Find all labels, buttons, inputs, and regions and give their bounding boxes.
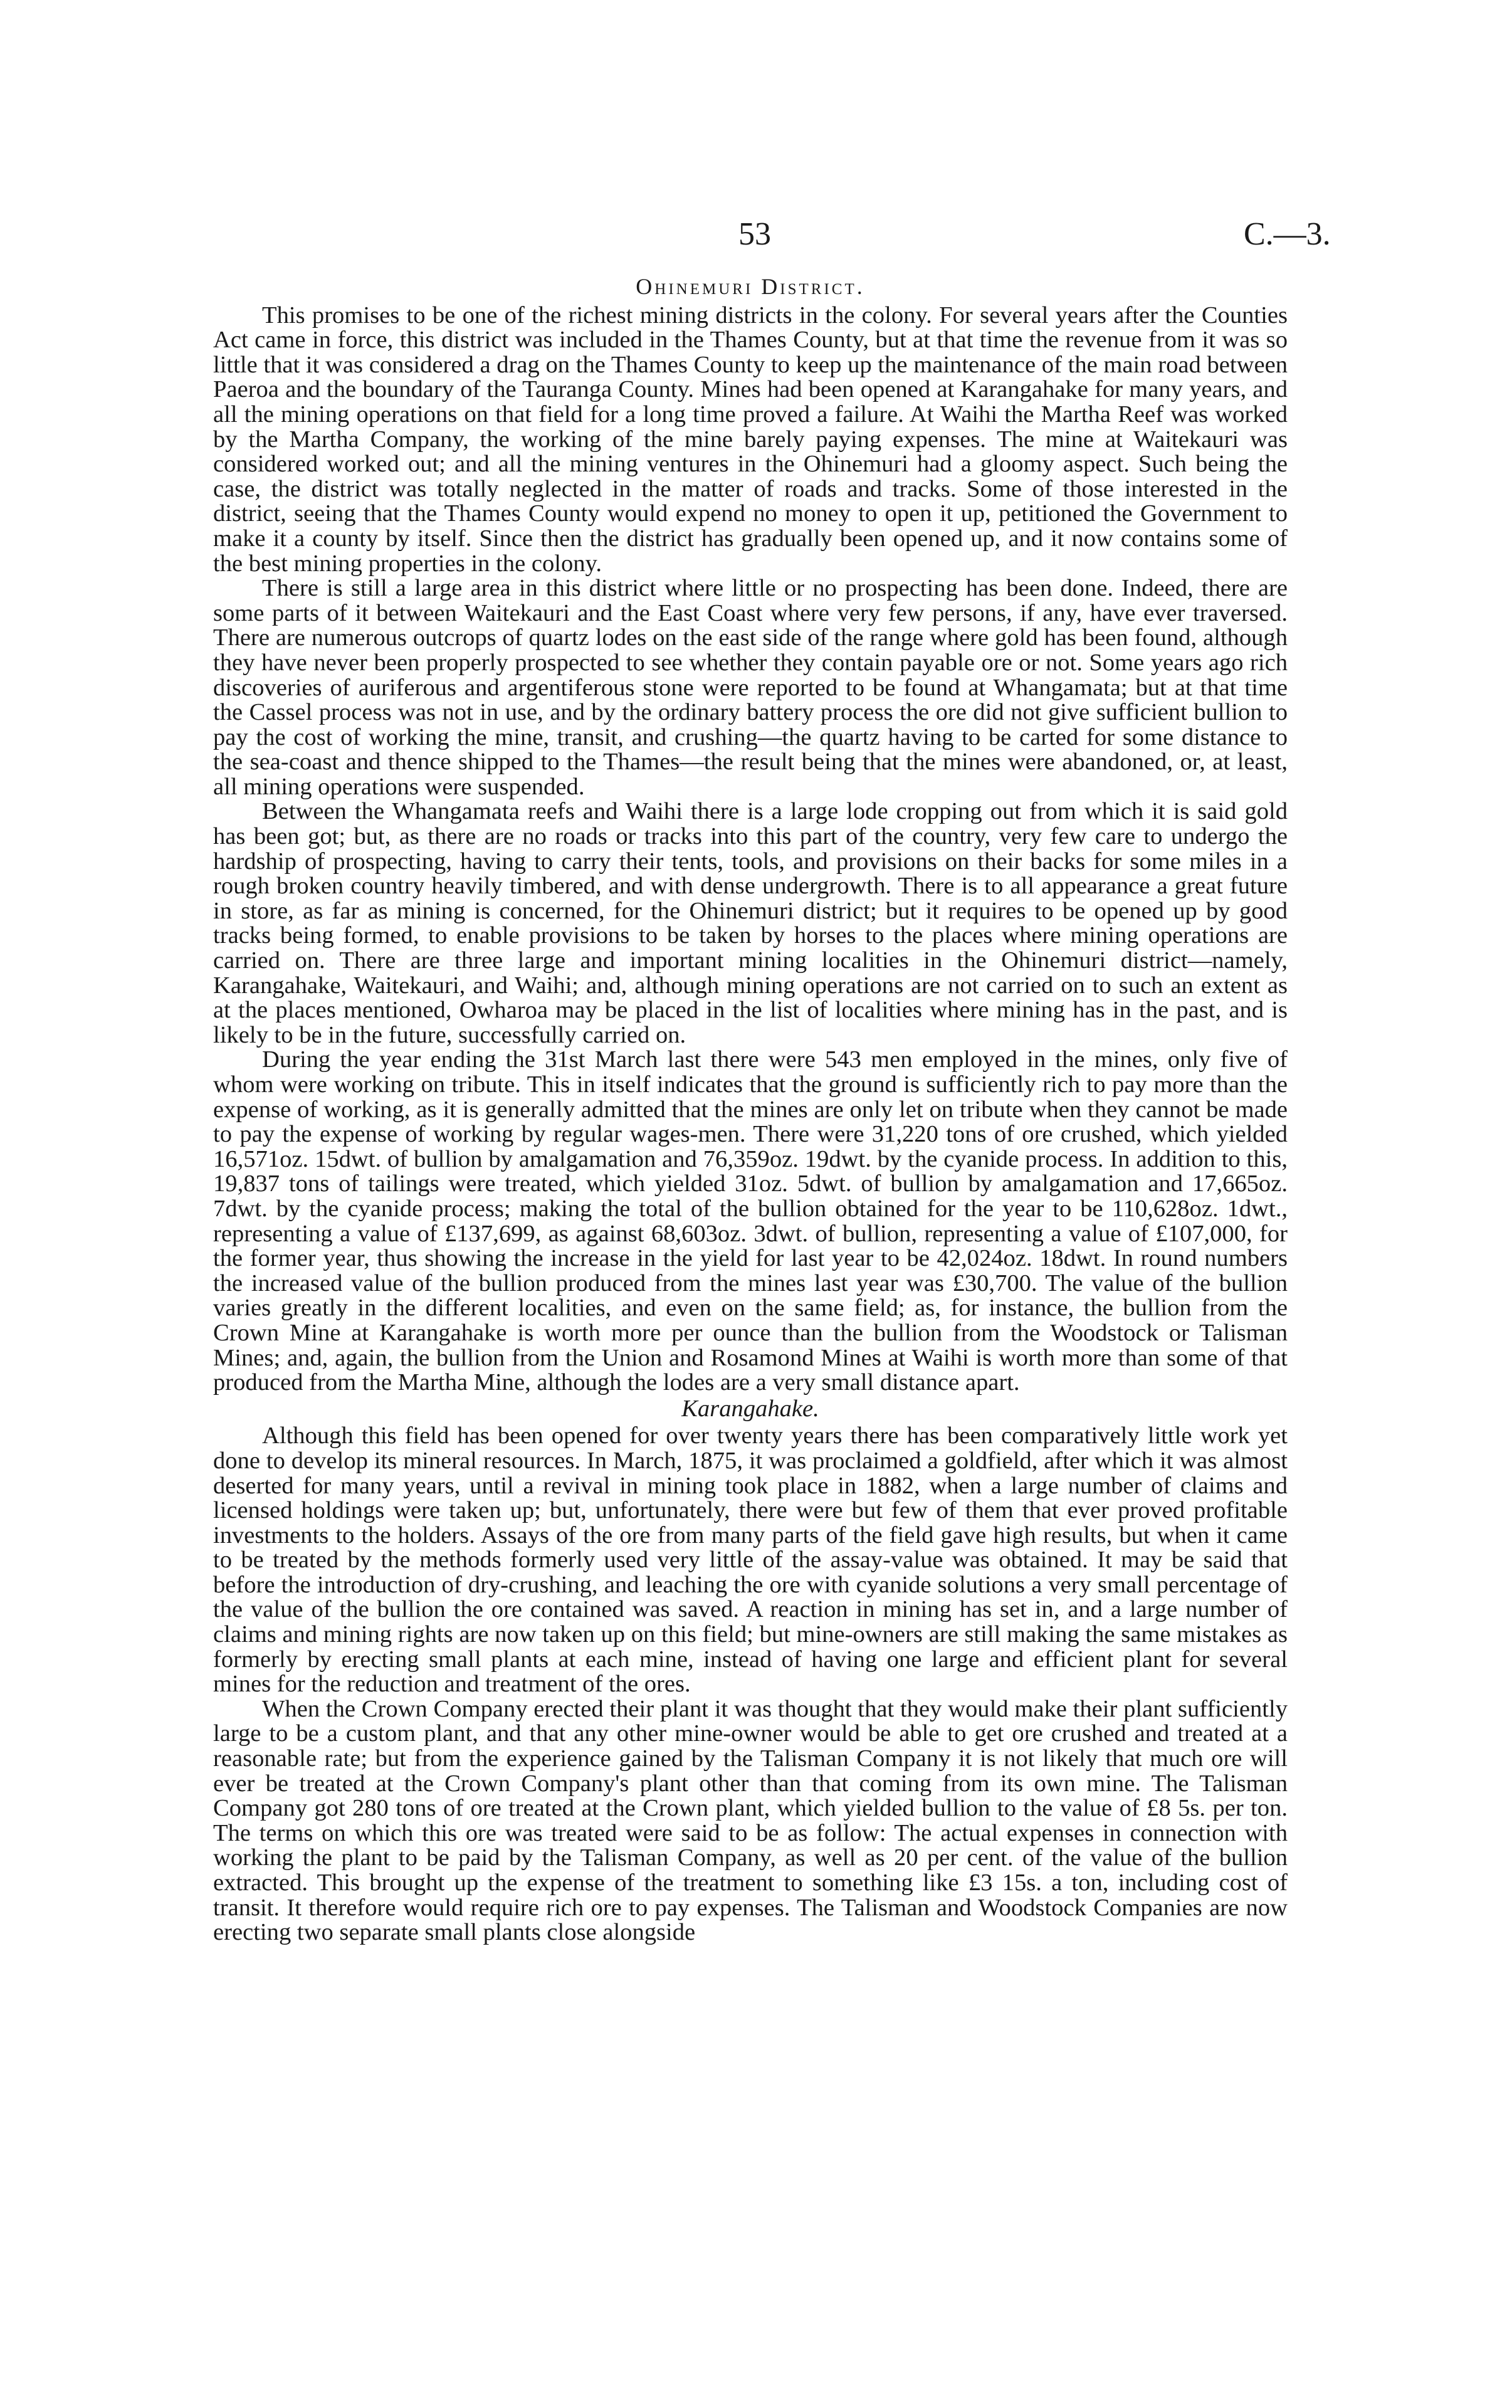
subsection-heading: Karangahake. [681,1395,819,1422]
page-number: 53 [738,216,771,252]
section-heading: Ohinemuri District. [636,274,865,299]
paragraph: There is still a large area in this district where little or no prospecting has been done. Indeed, there are some parts of it between Waitekauri and the East Coast where very few persons, if any, have ever traversed. There are numerous outcrops of quartz lodes on the east side of the range where gold has been found, although they have never been properly prospected to see whether they contain payable ore or not. Some years ago rich discoveries of auriferous and argentiferous stone were reported to be found at Whangamata; but at that time the Cassel process was not in use, and by the ordinary battery process the ore did not give sufficient bullion to pay the cost of working the mine, transit, and crushing—the quartz having to be carted for some distance to the sea-coast and thence shipped to the Thames—the result being that the mines were abandoned, or, at least, all mining operations were suspended. [213,575,1288,800]
paragraph: When the Crown Company erected their plant it was thought that they would make their plant sufficiently large to be a custom plant, and that any other mine-owner would be able to get ore crushed and treated at a reasonable rate; but from the experience gained by the Talisman Company it is not likely that much ore will ever be treated at the Crown Company's plant other than that coming from its own mine. The Talisman Company got 280 tons of ore treated at the Crown plant, which yielded bullion to the value of £8 5s. per ton. The terms on which this ore was treated were said to be as follow: The actual expenses in connection with working the plant to be paid by the Talisman Company, as well as 20 per cent. of the value of the bullion extracted. This brought up the expense of the treatment to something like £3 15s. a ton, including cost of transit. It therefore would require rich ore to pay expenses. The Talisman and Woodstock Companies are now erecting two separate small plants close alongside [213,1695,1288,1946]
paragraph: During the year ending the 31st March last there were 543 men employed in the mines, only five of whom were working on tribute. This in itself indicates that the ground is sufficiently rich to pay more than the expense of working, as it is generally admitted that the mines are only let on tribute when they cannot be made to pay the expense of working by regular wages-men. There were 31,220 tons of ore crushed, which yielded 16,571oz. 15dwt. of bullion by amalgamation and 76,359oz. 19dwt. by the cyanide process. In addition to this, 19,837 tons of tailings were treated, which yielded 31oz. 5dwt. of bullion by amalgamation and 17,665oz. 7dwt. by the cyanide process; making the total of the bullion obtained for the year to be 110,628oz. 1dwt., representing a value of £137,699, as against 68,603oz. 3dwt. of bullion, representing a value of £107,000, for the former year, thus showing the increase in the yield for last year to be 42,024oz. 18dwt. In round numbers the increased value of the bullion produced from the mines last year was £30,700. The value of the bullion varies greatly in the different localities, and even on the same field; as, for instance, the bullion from the Crown Mine at Karangahake is worth more per ounce than the bullion from the Woodstock or Talisman Mines; and, again, the bullion from the Union and Rosamond Mines at Waihi is worth more than some of that produced from the Martha Mine, although the lodes are a very small distance apart. [213,1046,1288,1396]
paragraph: Between the Whangamata reefs and Waihi there is a large lode cropping out from which it is said gold has been got; but, as there are no roads or tracks into this part of the country, very few care to undergo the hardship of prospecting, having to carry their tents, tools, and provisions on their backs for some miles in a rough broken country heavily timbered, and with dense undergrowth. There is to all appearance a great future in store, as far as mining is concerned, for the Ohinemuri district; but it requires to be opened up by good tracks being formed, to enable provisions to be taken by horses to the places where mining operations are carried on. There are three large and important mining localities in the Ohinemuri district—namely, Karangahake, Waitekauri, and Waihi; and, although mining operations are not carried on to such an extent as at the places mentioned, Owharoa may be placed in the list of localities where mining has in the past, and is likely to be in the future, successfully carried on. [213,798,1288,1048]
paragraph: Although this field has been opened for over twenty years there has been comparatively little work yet done to develop its mineral resources. In March, 1875, it was proclaimed a goldfield, after which it was almost deserted for many years, until a revival in mining took place in 1882, when a large number of claims and licensed holdings were taken up; but, unfortunately, there were but few of them that ever proved profitable investments to the holders. Assays of the ore from many parts of the field gave high results, but when it came to be treated by the methods formerly used very little of the assay-value was obtained. It may be said that before the introduction of dry-crushing, and leaching the ore with cyanide solutions a very small percentage of the value of the bullion the ore contained was saved. A reaction in mining has set in, and a large number of claims and mining rights are now taken up on this field; but mine-owners are still making the same mistakes as formerly by erecting small plants at each mine, instead of having one large and efficient plant for several mines for the reduction and treatment of the ores. [213,1422,1288,1698]
document-reference: C.—3. [1244,216,1331,252]
paragraph: This promises to be one of the richest mining districts in the colony. For several years after the Counties Act came in force, this district was included in the Thames County, but at that time the revenue from it was so little that it was considered a drag on the Thames County to keep up the maintenance of the main road between Paeroa and the boundary of the Tauranga County. Mines had been opened at Karangahake for many years, and all the mining operations on that field for a long time proved a failure. At Waihi the Martha Reef was worked by the Martha Company, the working of the mine barely paying expenses. The mine at Waitekauri was considered worked out; and all the mining ventures in the Ohinemuri had a gloomy aspect. Such being the case, the district was totally neglected in the matter of roads and tracks. Some of those interested in the district, seeing that the Thames County would expend no money to open it up, petitioned the Government to make it a county by itself. Since then the district has gradually been opened up, and it now contains some of the best mining properties in the colony. [213,302,1288,577]
page-body [213,275,1288,1945]
page-header [0,216,1512,260]
